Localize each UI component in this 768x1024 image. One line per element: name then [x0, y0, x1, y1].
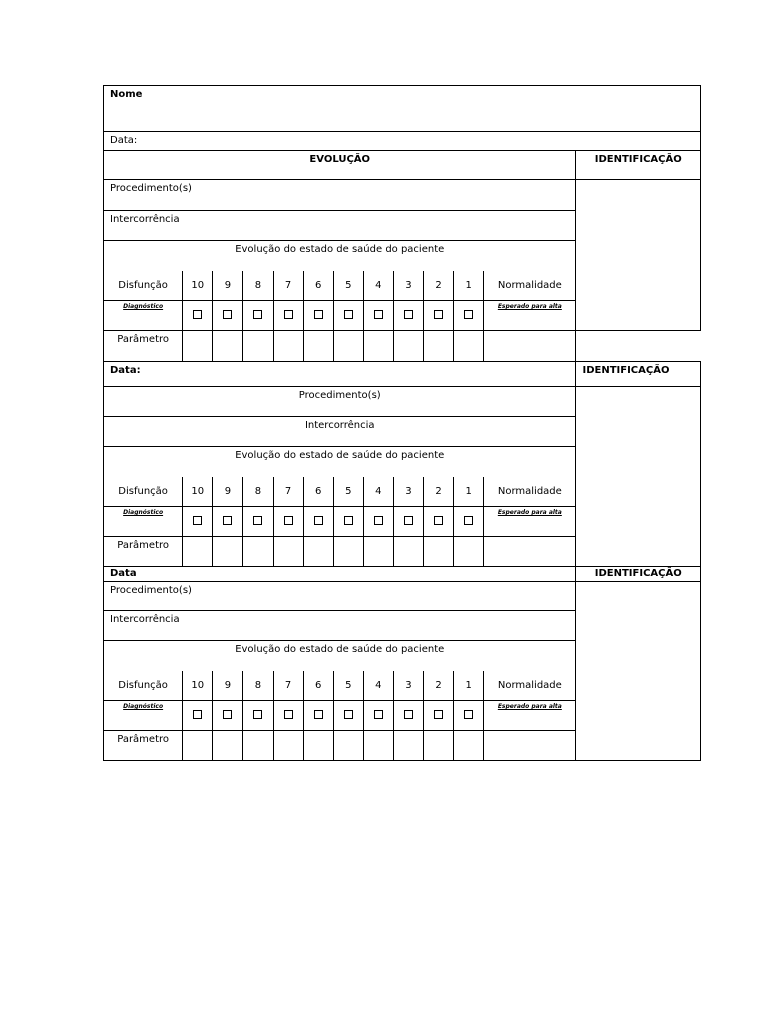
checkbox-6[interactable] [303, 701, 333, 731]
parametro-cell[interactable] [213, 331, 243, 362]
scale-6: 6 [303, 671, 333, 701]
normalidade-label: Normalidade [484, 271, 576, 301]
checkbox-5[interactable] [333, 301, 363, 331]
scale-3: 3 [393, 671, 423, 701]
checkbox-3[interactable] [393, 701, 423, 731]
scale-2: 2 [424, 671, 454, 701]
checkbox-1[interactable] [454, 701, 484, 731]
date-field[interactable] [104, 132, 701, 151]
parametro-cell[interactable] [454, 537, 484, 567]
checkbox-7[interactable] [273, 701, 303, 731]
checkbox-9[interactable] [213, 507, 243, 537]
evolucao-title: Evolução do estado de saúde do paciente [104, 241, 576, 271]
scale-4: 4 [363, 477, 393, 507]
checkbox-7[interactable] [273, 507, 303, 537]
scale-9: 9 [213, 271, 243, 301]
parametro-cell[interactable] [424, 731, 454, 761]
intercorrencia-field[interactable] [104, 417, 576, 447]
scale-5: 5 [333, 271, 363, 301]
checkbox-3[interactable] [393, 301, 423, 331]
parametro-cell[interactable] [484, 731, 576, 761]
date-field[interactable] [104, 362, 576, 387]
parametro-cell[interactable] [454, 731, 484, 761]
checkbox-2[interactable] [424, 701, 454, 731]
checkbox-7[interactable] [273, 301, 303, 331]
parametro-label: Parâmetro [104, 731, 183, 761]
normalidade-label: Normalidade [484, 477, 576, 507]
checkbox-1[interactable] [454, 507, 484, 537]
scale-6: 6 [303, 271, 333, 301]
parametro-cell[interactable] [303, 331, 333, 362]
checkbox-10[interactable] [183, 701, 213, 731]
parametro-cell[interactable] [183, 537, 213, 567]
disfuncao-label: Disfunção [104, 271, 183, 301]
checkbox-4[interactable] [363, 507, 393, 537]
identificacao-heading: IDENTIFICAÇÃO [576, 151, 701, 180]
scale-9: 9 [213, 671, 243, 701]
form-table [103, 85, 701, 761]
checkbox-8[interactable] [243, 301, 273, 331]
scale-8: 8 [243, 671, 273, 701]
scale-3: 3 [393, 271, 423, 301]
parametro-cell[interactable] [243, 331, 273, 362]
parametro-cell[interactable] [424, 331, 454, 362]
parametro-label: Parâmetro [104, 537, 183, 567]
checkbox-6[interactable] [303, 301, 333, 331]
parametro-cell[interactable] [333, 731, 363, 761]
scale-2: 2 [424, 271, 454, 301]
date-label: Data: [110, 365, 141, 376]
scale-2: 2 [424, 477, 454, 507]
evolution-form [103, 85, 701, 761]
scale-7: 7 [273, 271, 303, 301]
parametro-cell[interactable] [363, 537, 393, 567]
disfuncao-label: Disfunção [104, 477, 183, 507]
parametro-cell[interactable] [273, 537, 303, 567]
name-field[interactable] [104, 86, 701, 132]
parametro-cell[interactable] [183, 331, 213, 362]
checkbox-8[interactable] [243, 507, 273, 537]
identificacao-heading: IDENTIFICAÇÃO [576, 567, 701, 582]
scale-1: 1 [454, 271, 484, 301]
diagnostico-label: Diagnóstico [104, 301, 183, 331]
identificacao-heading: IDENTIFICAÇÃO [576, 362, 701, 387]
date-label: Data [110, 568, 137, 579]
parametro-cell[interactable] [484, 537, 576, 567]
parametro-label: Parâmetro [104, 331, 183, 362]
scale-1: 1 [454, 671, 484, 701]
scale-6: 6 [303, 477, 333, 507]
identificacao-box[interactable] [576, 387, 701, 567]
procedimentos-field[interactable] [104, 582, 576, 611]
checkbox-3[interactable] [393, 507, 423, 537]
intercorrencia-label: Intercorrência [110, 614, 180, 625]
checkbox-4[interactable] [363, 701, 393, 731]
diagnostico-label: Diagnóstico [104, 507, 183, 537]
checkbox-10[interactable] [183, 507, 213, 537]
checkbox-6[interactable] [303, 507, 333, 537]
checkbox-9[interactable] [213, 701, 243, 731]
diagnostico-label: Diagnóstico [104, 701, 183, 731]
scale-4: 4 [363, 271, 393, 301]
scale-3: 3 [393, 477, 423, 507]
parametro-cell[interactable] [424, 537, 454, 567]
esperado-label: Esperado para alta [484, 701, 576, 731]
parametro-cell[interactable] [393, 331, 423, 362]
intercorrencia-field[interactable] [104, 211, 576, 241]
scale-5: 5 [333, 671, 363, 701]
scale-7: 7 [273, 477, 303, 507]
evolucao-title: Evolução do estado de saúde do paciente [104, 447, 576, 477]
parametro-cell[interactable] [303, 731, 333, 761]
esperado-label: Esperado para alta [484, 301, 576, 331]
scale-10: 10 [183, 271, 213, 301]
parametro-cell[interactable] [273, 331, 303, 362]
procedimentos-field[interactable] [104, 387, 576, 417]
procedimentos-label: Procedimento(s) [110, 585, 192, 596]
scale-8: 8 [243, 271, 273, 301]
procedimentos-label: Procedimento(s) [298, 390, 381, 401]
checkbox-1[interactable] [454, 301, 484, 331]
parametro-cell[interactable] [363, 731, 393, 761]
scale-8: 8 [243, 477, 273, 507]
date-field[interactable] [104, 567, 576, 582]
parametro-cell[interactable] [333, 331, 363, 362]
procedimentos-label: Procedimento(s) [110, 183, 192, 194]
scale-4: 4 [363, 671, 393, 701]
intercorrencia-label: Intercorrência [304, 420, 375, 431]
parametro-cell[interactable] [213, 731, 243, 761]
checkbox-2[interactable] [424, 507, 454, 537]
parametro-cell[interactable] [183, 731, 213, 761]
parametro-cell[interactable] [273, 731, 303, 761]
parametro-cell[interactable] [333, 537, 363, 567]
evolucao-heading: EVOLUÇÃO [104, 151, 576, 180]
parametro-cell[interactable] [213, 537, 243, 567]
scale-5: 5 [333, 477, 363, 507]
procedimentos-field[interactable] [104, 180, 576, 211]
checkbox-5[interactable] [333, 701, 363, 731]
evolucao-title: Evolução do estado de saúde do paciente [104, 641, 576, 671]
scale-10: 10 [183, 477, 213, 507]
date-label: Data: [110, 135, 138, 146]
parametro-cell[interactable] [393, 731, 423, 761]
esperado-label: Esperado para alta [484, 507, 576, 537]
checkbox-8[interactable] [243, 701, 273, 731]
intercorrencia-label: Intercorrência [110, 214, 180, 225]
identificacao-box[interactable] [576, 180, 701, 331]
normalidade-label: Normalidade [484, 671, 576, 701]
name-label: Nome [110, 89, 143, 100]
parametro-cell[interactable] [243, 537, 273, 567]
scale-1: 1 [454, 477, 484, 507]
parametro-cell[interactable] [393, 537, 423, 567]
parametro-cell[interactable] [484, 331, 576, 362]
identificacao-box[interactable] [576, 582, 701, 761]
parametro-cell[interactable] [363, 331, 393, 362]
scale-9: 9 [213, 477, 243, 507]
checkbox-10[interactable] [183, 301, 213, 331]
scale-7: 7 [273, 671, 303, 701]
disfuncao-label: Disfunção [104, 671, 183, 701]
intercorrencia-field[interactable] [104, 611, 576, 641]
checkbox-4[interactable] [363, 301, 393, 331]
checkbox-5[interactable] [333, 507, 363, 537]
scale-10: 10 [183, 671, 213, 701]
checkbox-2[interactable] [424, 301, 454, 331]
checkbox-9[interactable] [213, 301, 243, 331]
parametro-cell[interactable] [303, 537, 333, 567]
parametro-cell[interactable] [243, 731, 273, 761]
parametro-cell[interactable] [454, 331, 484, 362]
